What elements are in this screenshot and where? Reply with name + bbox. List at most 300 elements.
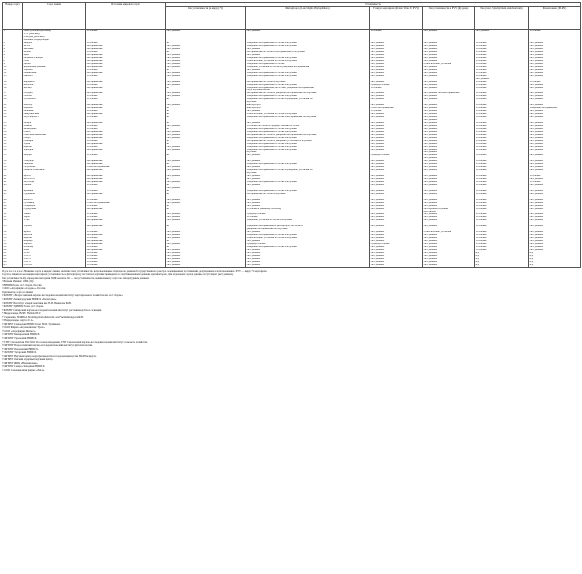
cell-ry-gene: Нет данных <box>423 66 475 69</box>
cell-wart: Устойчив <box>475 110 529 113</box>
cell-origin: Восприимчив <box>86 60 166 63</box>
cell-late-blight: Умеренно восприимчив по ботве и клубням <box>246 246 370 249</box>
cell-gene: Нет данных <box>166 166 246 169</box>
cell-pvy: Нет данных <box>370 116 423 119</box>
cell-gene: Нет данных <box>166 63 246 66</box>
cell-plrv: Устойчив <box>529 175 581 178</box>
note-line: ¹³ ООО Фирма «Агрокомплекс Урал». <box>2 326 46 330</box>
cell-wart: Устойчив <box>475 184 529 187</box>
cell-plrv: Нет данных <box>529 169 581 172</box>
cell-wart: Устойчив <box>475 134 529 137</box>
cell-variety: Элмундо <box>23 160 86 163</box>
cell-gene: Rl <box>166 128 246 131</box>
cell-gene: Нет данных <box>166 175 246 178</box>
cell-variety: Спиридон <box>23 205 86 208</box>
cell-ry-gene: Нет данных <box>423 81 475 84</box>
cell-plrv: Нет данных <box>529 178 581 181</box>
cell-wart: Устойчив <box>475 140 529 143</box>
cell-ry-gene: Нет данных <box>423 255 475 258</box>
cell-late-blight: Умеренно восприимчив по ботве и клубням <box>246 95 370 98</box>
cell-variety: Космос <box>23 87 86 90</box>
cell-variety: Гала <box>23 60 86 63</box>
cell-ry-gene: Нет данных <box>423 243 475 246</box>
cell-variety: Свитанок киевский <box>23 134 86 137</box>
cell-late-blight: Нет данных <box>246 184 370 187</box>
note-line: ⁹ Нидерланды, HZPC Holland B.V. <box>2 312 41 316</box>
cell-gene: Нет данных <box>166 219 246 222</box>
cell-gene: Нет данных <box>166 216 246 219</box>
cell-pvy: Нет данных <box>370 178 423 181</box>
cell-pvy: Нет данных <box>370 249 423 252</box>
cell-variety: Юна <box>23 249 86 252</box>
cell-gene: Нет данных <box>166 57 246 60</box>
cell-ry-gene: Нет данных <box>423 175 475 178</box>
cell-plrv: Нет данных <box>529 60 581 63</box>
cell-pvy: Нет данных <box>370 184 423 187</box>
cell-wart: Устойчив <box>475 125 529 128</box>
cell-pvy: Слабо восприимчив <box>370 107 423 110</box>
cell-gene: Rl <box>166 178 246 181</box>
cell-variety: Фермер <box>23 240 86 243</box>
cell-plrv: Нет данных <box>529 166 581 169</box>
cell-late-blight: Фитофтороз <box>246 104 370 107</box>
cell-ry-gene: Нет данных <box>423 125 475 128</box>
cell-late-blight: Восприимчив по ботве и клубням <box>246 193 370 196</box>
cell-wart: Устойчив <box>475 199 529 202</box>
cell-ry-gene: Нет данных <box>423 234 475 237</box>
cell-pvy: Нет данных <box>370 216 423 219</box>
cell-wart: н/д <box>475 264 529 267</box>
cell-number: 46 <box>3 199 23 202</box>
cell-plrv: Нет данных <box>529 110 581 113</box>
cell-origin: Устойчив <box>86 84 166 87</box>
cell-ry-gene: Нет данных <box>423 184 475 187</box>
cell-origin: Восприимчив <box>86 243 166 246</box>
cell-ry-gene: патотипом <box>423 211 475 214</box>
cell-wart: Устойчив <box>475 160 529 163</box>
cell-wart: Устойчив <box>475 246 529 249</box>
cell-pvy: Нет данных <box>370 137 423 140</box>
cell-late-blight: Нет данных <box>246 166 370 169</box>
cell-late-blight: Нет данных <box>246 202 370 205</box>
cell-ry-gene: Нет данных <box>423 166 475 169</box>
cell-origin: Устойчив <box>86 75 166 78</box>
cell-late-blight: клубням <box>246 151 370 154</box>
cell-variety: Луговской <box>23 98 86 101</box>
cell-gene: Нет данных <box>166 146 246 149</box>
cell-pvy: Нет данных <box>370 63 423 66</box>
cell-number: 58 <box>3 243 23 246</box>
note-line: ²¹ ФГБНУ Научный центр картофелеводства и плодоовощеводства НАН Беларуси. <box>2 354 97 358</box>
cell-wart: Устойчив <box>475 84 529 87</box>
cell-late-blight: Устойчив к раковому патогену <box>246 208 370 211</box>
cell-variety: Латона <box>23 95 86 98</box>
cell-number: 29 <box>3 134 23 137</box>
cell-plrv: Нет данных <box>529 57 581 60</box>
cell-number: 28 <box>3 131 23 134</box>
cell-late-blight: Умеренно устойчив по ботве и умеренно восприимчив <box>246 66 370 69</box>
cell-wart: Устойчив <box>475 225 529 228</box>
cell-variety: Фреско <box>23 237 86 240</box>
cell-gene: Rl <box>166 184 246 187</box>
cell-ry-gene: Нет данных <box>423 193 475 196</box>
cell-number: 63 <box>3 258 23 261</box>
cell-ry-gene: Нет данных <box>423 128 475 131</box>
note-line: П р и м е ч а н и е. Название сорта и индекс линии, наличие гена устойчивости, использованные образцы по данным Государственного реестра селекционных достижений, допущенных к использованию. PVY — вирус Y картофеля. <box>2 269 268 273</box>
cell-ry-gene: Нет данных <box>423 202 475 205</box>
cell-ry-gene: Нет данных, маловосприимчив <box>423 92 475 95</box>
cell-plrv: Нет данных <box>529 87 581 90</box>
cell-number: 17 <box>3 92 23 95</box>
cell-late-blight: Умеренно восприимчив, но к гене, умеренно восприимчив <box>246 87 370 90</box>
cell-variety: Бел Россо <box>23 178 86 181</box>
cell-late-blight: Фитофтороз <box>246 107 370 110</box>
cell-pvy: Нет данных <box>370 92 423 95</box>
cell-ry-gene: Нет данных <box>423 252 475 255</box>
cell-plrv: Нет данных <box>529 128 581 131</box>
cell-variety: Удача <box>23 143 86 146</box>
cell-variety: Невский <box>23 110 86 113</box>
cell-gene: Rl <box>166 190 246 193</box>
cell-plrv: Нет данных <box>529 154 581 157</box>
cell-origin: Восприимчив <box>86 107 166 110</box>
cell-ry-gene: Нет данных <box>423 149 475 152</box>
cell-wart: Устойчив <box>475 202 529 205</box>
cell-pvy: Нет данных <box>370 213 423 216</box>
cell-variety: Лазурит <box>23 92 86 95</box>
cell-wart: Устойчив <box>475 45 529 48</box>
cell-variety: Метеор <box>23 104 86 107</box>
cell-number: 62 <box>3 255 23 258</box>
cell-wart: Устойчив <box>475 57 529 60</box>
cell-late-blight: Нет данных <box>246 160 370 163</box>
note-line: ¹² ФГБНУ Самарский НИИСХ им. Н.М. Тулайкова. <box>2 322 61 326</box>
cell-ry-gene: Нет данных <box>423 216 475 219</box>
cell-variety: Милена <box>23 107 86 110</box>
cell-number: 16 <box>3 87 23 90</box>
cell-origin: Устойчив <box>86 125 166 128</box>
cell-plrv: Нет данных <box>529 92 581 95</box>
cell-plrv: Нет данных <box>529 51 581 54</box>
cell-plrv: Нет данных <box>529 237 581 240</box>
cell-origin: Восприимчив <box>86 178 166 181</box>
cell-origin: Устойчив <box>86 216 166 219</box>
cell-pvy: Нет данных <box>370 219 423 222</box>
cell-gene: Нет данных <box>166 72 246 75</box>
cell-wart: Устойчив <box>475 149 529 152</box>
cell-gene: Нет данных <box>166 104 246 107</box>
cell-number: 6 <box>3 54 23 57</box>
cell-late-blight: сорт, клубням малая <box>246 89 370 92</box>
cell-plrv: Нет данных <box>529 54 581 57</box>
cell-variety: Романо <box>23 125 86 128</box>
cell-wart: Устойчив <box>475 231 529 234</box>
cell-gene: Нет данных <box>166 66 246 69</box>
cell-wart: Устойчив <box>475 54 529 57</box>
cell-number: 1 <box>3 30 23 33</box>
cell-plrv: Нет данных <box>529 140 581 143</box>
cell-late-blight: клубням <box>246 172 370 175</box>
cell-variety: Колобок <box>23 84 86 87</box>
cell-number: 12 <box>3 72 23 75</box>
cell-plrv: Нет данных <box>529 234 581 237</box>
cell-origin: Устойчив <box>86 190 166 193</box>
cell-origin: Восприимчив <box>86 54 166 57</box>
cell-ry-gene: Нет данных <box>423 157 475 160</box>
cell-number: 9 <box>3 63 23 66</box>
cell-wart: Устойчив <box>475 81 529 84</box>
cell-number: 60 <box>3 249 23 252</box>
cell-number: 59 <box>3 246 23 249</box>
cell-origin: Устойчив <box>86 261 166 264</box>
cell-origin: Устойчив <box>86 30 166 33</box>
cell-wart: Устойчив <box>475 48 529 51</box>
cell-number: 44 <box>3 190 23 193</box>
cell-gene: Rl <box>166 113 246 116</box>
cell-wart: Нет данных <box>475 30 529 33</box>
cell-ry-gene: Нет данных <box>423 72 475 75</box>
cell-ry-gene: Нет данных <box>423 213 475 216</box>
cell-number: 49 <box>3 208 23 211</box>
cell-ry-gene: Нет данных <box>423 264 475 267</box>
cell-wart: Устойчив <box>475 181 529 184</box>
cell-wart: Устойчив <box>475 87 529 90</box>
cell-origin: Устойчив <box>86 69 166 72</box>
cell-gene: Нет данных <box>166 181 246 184</box>
cell-late-blight: Относительно устойчив по ботве и клубням <box>246 60 370 63</box>
cell-wart: Устойчив <box>475 234 529 237</box>
cell-pvy: Нет данных <box>370 240 423 243</box>
cell-gene: Нет данных <box>166 131 246 134</box>
cell-number: 20 <box>3 104 23 107</box>
cell-wart: Устойчив <box>475 51 529 54</box>
cell-variety: Снегирь <box>23 140 86 143</box>
cell-ry-gene: Нет данных <box>423 104 475 107</box>
cell-plrv: Нет данных <box>529 42 581 45</box>
cell-late-blight: Умеренно восприимчив по ботве и клубням <box>246 181 370 184</box>
cell-late-blight: Нет данных <box>246 48 370 51</box>
cell-late-blight: Умеренно восприимчив по ботве и клубням <box>246 146 370 149</box>
cell-gene: Нет данных <box>166 199 246 202</box>
cell-number: 10 <box>3 66 23 69</box>
cell-number: 11 <box>3 69 23 72</box>
cell-plrv: Нет данных <box>529 160 581 163</box>
cell-wart: н/д <box>475 252 529 255</box>
cell-variety: Чародей <box>23 149 86 152</box>
cell-late-blight: Нет данных <box>246 264 370 267</box>
cell-variety: Дебют <box>23 63 86 66</box>
cell-pvy: Нет данных <box>370 160 423 163</box>
cell-plrv: Нет данных <box>529 137 581 140</box>
cell-origin: Восприимчив <box>86 72 166 75</box>
cell-wart: Устойчив <box>475 66 529 69</box>
header-resistance-group: Устойчивость <box>166 3 581 7</box>
cell-plrv: Нет данных <box>529 205 581 208</box>
cell-number: 45 <box>3 193 23 196</box>
cell-gene: Нет данных <box>166 243 246 246</box>
cell-number: 51 <box>3 216 23 219</box>
cell-wart: Устойчив <box>475 219 529 222</box>
cell-pvy: Нет данных <box>370 193 423 196</box>
cell-plrv: Нет данных <box>529 199 581 202</box>
cell-late-blight: Нет данных <box>246 154 370 157</box>
cell-pvy: Нет данных <box>370 264 423 267</box>
cell-origin: Восприимчив <box>86 63 166 66</box>
cell-origin: Устойчив <box>86 51 166 54</box>
note-line: ⁸ ФГБНУ Сибирский научно-исследовательский институт растениеводства и селекции. <box>2 308 102 312</box>
cell-ry-gene: Нет данных <box>423 119 475 122</box>
cell-pvy: Нет данных <box>370 166 423 169</box>
cell-late-blight: Восприимчив по ботве и умеренно устойчив по клубням <box>246 140 370 143</box>
cell-wart: Устойчив <box>475 63 529 66</box>
cell-pvy: Нет данных <box>370 72 423 75</box>
cell-wart: Устойчив <box>475 166 529 169</box>
cell-variety: Бриз <box>23 54 86 57</box>
cell-origin: Восприимчив <box>86 234 166 237</box>
note-line: ¹⁰ Германия, NORIKA Nordring-Kartoffelzucht- und Vermehrungs-GmbH. <box>2 315 84 319</box>
cell-variety: Метель <box>23 234 86 237</box>
cell-pvy: Нет данных <box>370 149 423 152</box>
note-line: Оригинатор сорта и линии: <box>2 290 34 294</box>
cell-late-blight: Нет данных <box>246 54 370 57</box>
cell-ry-gene: Нет данных <box>423 75 475 78</box>
cell-late-blight: Восприимчив по ботве и умеренно восприимчив по клубням <box>246 134 370 137</box>
cell-variety: Ред Леди <box>23 181 86 184</box>
cell-number: 57 <box>3 240 23 243</box>
cell-number: 43 <box>3 184 23 187</box>
cell-pvy: Нет данных <box>370 225 423 228</box>
cell-number: 7 <box>3 57 23 60</box>
cell-ry-gene: Нет данных <box>423 98 475 101</box>
cell-wart: Устойчив <box>475 137 529 140</box>
cell-origin: Восприимчив <box>86 92 166 95</box>
cell-origin: Восприимчив <box>86 193 166 196</box>
cell-plrv: Устойчив <box>529 30 581 33</box>
cell-plrv: Нет данных <box>529 213 581 216</box>
note-line: ¹⁴ ООО «Агрофирма Бизнес». <box>2 329 36 333</box>
cell-plrv: Нет данных <box>529 190 581 193</box>
cell-wart: Устойчив <box>475 216 529 219</box>
cell-pvy: Нет данных <box>370 45 423 48</box>
cell-number: 41 <box>3 178 23 181</box>
cell-plrv: Устойчив <box>529 81 581 84</box>
cell-gene: Rl <box>166 208 246 211</box>
cell-origin: Устойчив <box>86 184 166 187</box>
header-plrv: Ризоктониоз (PLRV) <box>529 7 581 30</box>
cell-gene: Нет данных <box>166 30 246 33</box>
cell-wart: Устойчив <box>475 213 529 216</box>
cell-variety: Колетте <box>23 199 86 202</box>
cell-ry-gene: Нет данных <box>423 163 475 166</box>
cell-plrv: Нет данных <box>529 240 581 243</box>
cell-wart: Устойчив <box>475 208 529 211</box>
cell-late-blight: Устойчив по ботве и среднеустойчив по ботве <box>246 125 370 128</box>
cell-plrv: Нет данных <box>529 125 581 128</box>
cell-origin: Восприимчив <box>86 249 166 252</box>
cell-late-blight: Умеренно восприимчив по ботве и клубням <box>246 72 370 75</box>
cell-number: 56 <box>3 237 23 240</box>
cell-late-blight: Умеренно восприимчив по ботве и клубням <box>246 131 370 134</box>
cell-gene: Нет данных <box>166 255 246 258</box>
note-line: ¹ Вильям Иннинг, 1999 (19). <box>2 280 34 284</box>
cell-origin: Восприимчив <box>86 149 166 152</box>
cell-late-blight: Нет данных <box>246 175 370 178</box>
cell-variety: Аврора <box>23 42 86 45</box>
cell-gene: Нет данных <box>166 213 246 216</box>
cell-number: 19 <box>3 98 23 101</box>
cell-late-blight: Нет данных <box>246 205 370 208</box>
cell-gene: Нет данных <box>166 264 246 267</box>
cell-variety: Тайна <box>23 213 86 216</box>
cell-origin: Устойчив <box>86 140 166 143</box>
note-line: Ген устойчивости Ry определён методами ПЦР-анализа. Rl — ген устойчивости, выявленный у сорта по литературным данным. <box>2 276 150 280</box>
cell-plrv: Нет данных <box>529 208 581 211</box>
cell-pvy: Нет данных <box>370 258 423 261</box>
cell-gene: Rl <box>166 51 246 54</box>
cell-ry-gene: Нет данных <box>423 60 475 63</box>
cell-number: 38 <box>3 166 23 169</box>
cell-number: 54 <box>3 231 23 234</box>
cell-plrv: Умеренно восприимчив <box>529 107 581 110</box>
cell-wart: Устойчив <box>475 60 529 63</box>
cell-wart: Устойчив <box>475 175 529 178</box>
cell-pvy: Нет данных <box>370 134 423 137</box>
cell-ry-gene: Не поражается раком <box>423 208 475 211</box>
cell-origin: Восприимчив <box>86 81 166 84</box>
cell-plrv: Нет данных <box>529 98 581 101</box>
cell-late-blight: Нет данных <box>246 69 370 72</box>
cell-origin: Восприимчив <box>86 240 166 243</box>
cell-ry-gene: Нет данных <box>423 107 475 110</box>
cell-number: 32 <box>3 143 23 146</box>
cell-plrv: Нет данных <box>529 104 581 107</box>
cell-origin: Слабо восприимчив <box>86 166 166 169</box>
cell-plrv: Нет данных <box>529 66 581 69</box>
cell-variety: Кардинал <box>23 81 86 84</box>
cell-wart: Устойчив <box>475 75 529 78</box>
cell-ry-gene: Нет данных <box>423 178 475 181</box>
cell-late-blight: Умеренно устойчив по ботве и клубням <box>246 219 370 222</box>
cell-origin: Восприимчив <box>86 134 166 137</box>
cell-pvy: Нет данных <box>370 128 423 131</box>
header-col1: Ген устойчивости (к вирусу Y) <box>166 7 246 30</box>
cell-origin: Устойчив <box>86 98 166 101</box>
cell-late-blight: Нет данных <box>246 30 370 33</box>
cell-gene: Нет данных <box>166 202 246 205</box>
cell-plrv: Нет данных <box>529 95 581 98</box>
cell-pvy: Нет данных <box>370 146 423 149</box>
cell-pvy: Нет данных <box>370 237 423 240</box>
cell-variety: Никулинский <box>23 113 86 116</box>
cell-gene: Rl <box>166 69 246 72</box>
cell-number: 65 <box>3 264 23 267</box>
cell-origin: Устойчив <box>86 146 166 149</box>
header-number: Номер сорта <box>3 3 23 30</box>
cell-gene: Нет данных <box>166 48 246 51</box>
cell-late-blight: Умеренно восприимчив по ботве и умеренно устойчив по <box>246 169 370 172</box>
cell-ry-gene: Нет данных <box>423 134 475 137</box>
cell-variety: Кумач <box>23 231 86 234</box>
cell-ry-gene: Нет данных <box>423 190 475 193</box>
cell-plrv: Нет данных <box>529 84 581 87</box>
cell-plrv: Нет данных <box>529 231 581 234</box>
cell-number: 26 <box>3 125 23 128</box>
cell-plrv: Нет данных <box>529 219 581 222</box>
cell-pvy: Устойчив <box>370 30 423 33</box>
cell-wart: Устойчив <box>475 128 529 131</box>
cell-pvy: Нет данных <box>370 42 423 45</box>
cell-origin: Восприимчив <box>86 169 166 172</box>
